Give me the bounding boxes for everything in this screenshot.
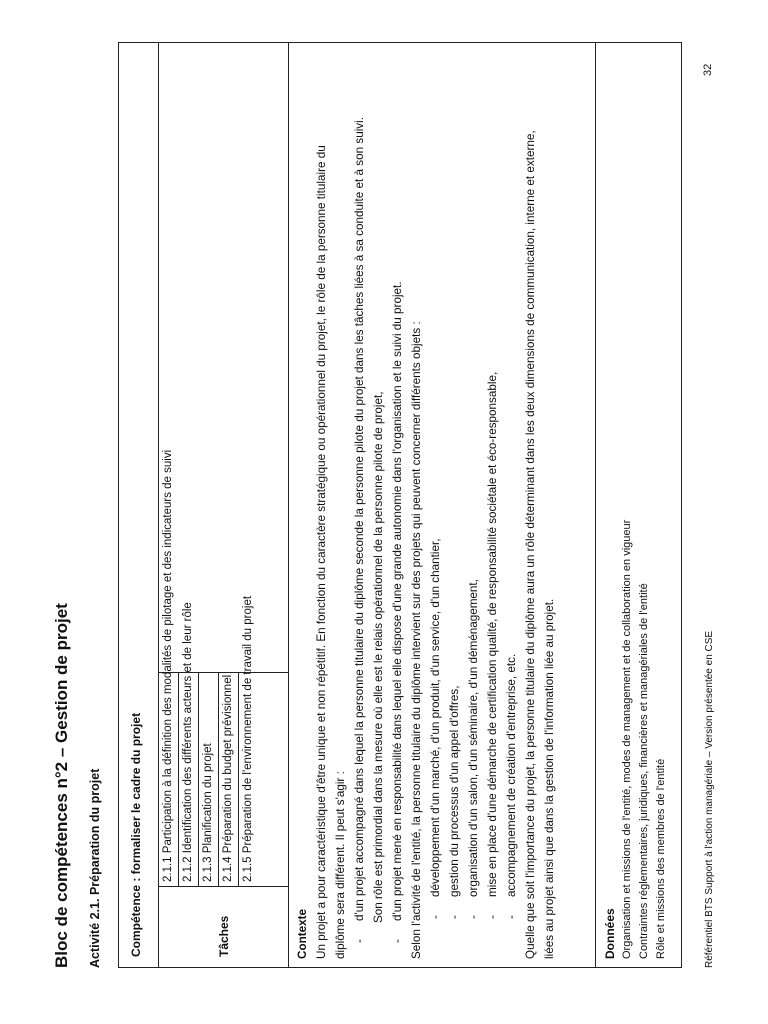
donnees-item: Organisation et missions de l'entité, modes de management et de collaboration en vigueur <box>621 519 633 959</box>
contexte-bullet-text: d'un projet accompagné dans lequel la personne titulaire du diplôme seconde la personne pilote du projet dans les tâches liées à sa conduite et à son suivi. <box>353 117 366 921</box>
dash-marker: - <box>505 915 518 919</box>
objet-text: développement d'un marché, d'un produit, d'un service, d'un chantier, <box>429 538 442 897</box>
taches-list <box>159 449 288 887</box>
tache-item: 2.1.4 Préparation du budget prévisionnel <box>219 673 239 886</box>
contexte-row <box>289 43 596 967</box>
dash-marker: - <box>353 939 366 943</box>
competence-row: Compétence : formaliser le cadre du projet <box>119 43 159 967</box>
taches-label: Tâches <box>217 915 231 957</box>
dash-marker: - <box>448 915 461 919</box>
contexte-text: Selon l'activité de l'entité, la personne titulaire du diplôme intervient sur des projets qui peuvent concerner différents objets : <box>410 321 423 959</box>
objet-text: mise en place d'une démarche de certification qualité, de responsabilité sociétale et éco-responsable, <box>486 371 499 897</box>
contexte-text: Quelle que soit l'importance du projet, la personne titulaire du diplôme aura un rôle déterminant dans les deux dimensions de communication, interne et externe, <box>524 130 537 959</box>
dash-marker: - <box>429 915 442 919</box>
contexte-bullet-text: d'un projet mené en responsabilité dans lequel elle dispose d'une grande autonomie dans l'organisation et le suivi du projet. <box>391 281 404 921</box>
contexte-text: Un projet a pour caractéristique d'être unique et non répétitif. En fonction du caractère stratégique ou opérationnel du projet, le rôle de la personne titulaire du <box>315 145 328 959</box>
dash-marker: - <box>467 915 480 919</box>
objet-text: accompagnement de création d'entreprise, etc. <box>505 653 518 897</box>
contexte-bullet <box>350 51 369 959</box>
footer-text: Référentiel BTS Support à l'action managériale – Version présentée en CSE <box>704 630 715 968</box>
objet-item <box>464 51 483 959</box>
page-title: Bloc de compétences n°2 – Gestion de projet <box>52 603 71 968</box>
page-number: 32 <box>702 63 714 76</box>
taches-row <box>159 43 289 967</box>
contexte-text: Son rôle est primordial dans la mesure où elle est le relais opérationnel de la personne pilote de projet, <box>372 391 385 923</box>
contexte-text: liées au projet ainsi que dans la gestion de l'information liée au projet. <box>543 598 556 959</box>
objet-item <box>483 51 502 959</box>
donnees-row <box>596 43 681 967</box>
objet-text: gestion du processus d'un appel d'offres, <box>448 685 461 897</box>
competence-table <box>118 42 682 968</box>
donnees-item: Contraintes réglementaires, juridiques, financières et managériales de l'entité <box>638 583 650 959</box>
tache-item: 2.1.3 Planification du projet <box>199 673 219 886</box>
donnees-heading: Données <box>603 908 617 959</box>
tache-item: 2.1.1 Participation à la définition des modalités de pilotage et des indicateurs de suivi <box>159 673 179 886</box>
contexte-heading: Contexte <box>296 908 309 959</box>
contexte-bullet <box>388 51 407 959</box>
tache-item: 2.1.5 Préparation de l'environnement de travail du projet <box>242 595 254 882</box>
donnees-item: Rôle et missions des membres de l'entité <box>655 758 667 959</box>
objet-item <box>426 51 445 959</box>
contexte-text: diplôme sera différent. Il peut s'agir : <box>334 771 347 959</box>
objet-text: organisation d'un salon, d'un séminaire, d'un déménagement, <box>467 579 480 897</box>
objet-item <box>445 51 464 959</box>
dash-marker: - <box>391 939 404 943</box>
tache-item: 2.1.2 Identification des différents acteurs et de leur rôle <box>179 673 199 886</box>
objet-item <box>502 51 521 959</box>
activity-title: Activité 2.1. Préparation du projet <box>88 768 102 968</box>
dash-marker: - <box>486 915 499 919</box>
